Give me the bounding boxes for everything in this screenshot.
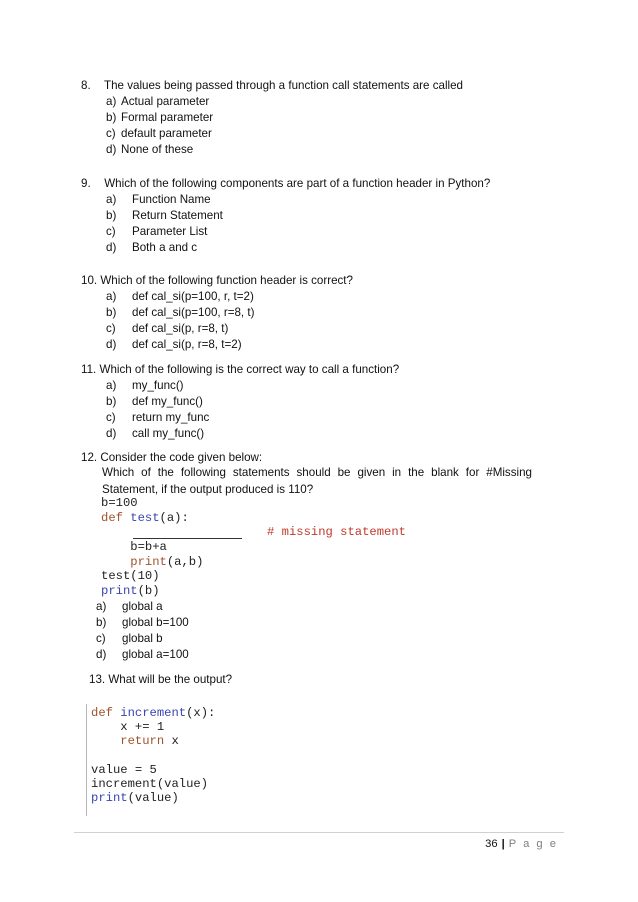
- q8-options: [106, 94, 213, 158]
- option-d: d) global a=100: [96, 648, 189, 661]
- question-12-instruction-line2: Statement, if the output produced is 110?: [102, 483, 314, 496]
- code-line: (a,b): [166, 554, 204, 569]
- option-d: d) Both a and c: [106, 241, 198, 254]
- code-line: x += 1: [91, 720, 165, 735]
- code-line: b=100: [101, 496, 138, 510]
- option-c: c) def cal_si(p, r=8, t): [106, 322, 229, 335]
- code-keyword: def: [101, 510, 123, 525]
- page-footer: [485, 838, 558, 850]
- page-label: P a g e: [508, 838, 558, 850]
- option-a: a) def cal_si(p=100, r, t=2): [106, 290, 254, 303]
- question-text: The values being passed through a function call statements are called: [104, 79, 463, 92]
- code-line: (b): [137, 583, 160, 598]
- option-a: a) my_func(): [106, 379, 184, 392]
- q10-options: [106, 289, 254, 353]
- page-number: 36: [485, 838, 498, 850]
- code-builtin: print: [130, 554, 167, 569]
- question-number: 8.: [81, 79, 91, 92]
- q9-options: [106, 192, 223, 256]
- question-text: Which of the following is the correct way to call a function?: [99, 363, 400, 376]
- question-12-instruction-line1: Which of the following statements should be given in the blank for #Missing: [102, 466, 532, 479]
- option-d: d) None of these: [106, 143, 194, 156]
- question-9: [81, 176, 490, 192]
- option-a: a) global a: [96, 600, 163, 613]
- q11-options: [106, 378, 209, 442]
- option-b: b) Return Statement: [106, 209, 223, 222]
- code-line: value = 5: [91, 762, 157, 777]
- option-c: c) return my_func: [106, 411, 210, 424]
- question-text: Which of the following function header is correct?: [100, 274, 353, 287]
- question-11: [81, 362, 399, 378]
- code-line: b=b+a: [130, 540, 167, 554]
- option-a: a) Actual parameter: [106, 95, 210, 108]
- footer-separator: |: [501, 838, 505, 850]
- code-comment: # missing statement: [267, 525, 406, 539]
- option-d: d) def cal_si(p, r=8, t=2): [106, 338, 242, 351]
- question-text: Consider the code given below:: [100, 451, 263, 464]
- missing-statement-blank: [133, 538, 242, 539]
- code-builtin: print: [101, 583, 138, 598]
- code-block-q12: [101, 496, 189, 525]
- code-line: (a):: [159, 510, 189, 525]
- code-function-name: increment: [120, 706, 187, 720]
- question-number: 9.: [81, 177, 91, 190]
- option-a: a) Function Name: [106, 193, 211, 206]
- option-c: c) Parameter List: [106, 225, 208, 238]
- option-c: c) global b: [96, 632, 163, 645]
- question-number: 11.: [81, 363, 97, 376]
- question-number: 13.: [89, 673, 106, 686]
- code-line: test(10): [101, 569, 160, 584]
- question-8: [81, 78, 463, 94]
- q12-options: [96, 599, 189, 663]
- question-13: [89, 672, 232, 688]
- question-text: What will be the output?: [108, 673, 233, 686]
- footer-divider: [74, 832, 564, 833]
- code-line: increment(value): [91, 777, 209, 792]
- option-b: b) def cal_si(p=100, r=8, t): [106, 306, 255, 319]
- question-12: [81, 450, 262, 466]
- option-b: b) Formal parameter: [106, 111, 214, 124]
- question-10: [81, 273, 353, 289]
- question-number: 12.: [81, 451, 98, 464]
- code-function-name: test: [130, 510, 160, 525]
- code-line: [101, 540, 130, 554]
- option-b: b) global b=100: [96, 616, 189, 629]
- option-d: d) call my_func(): [106, 427, 205, 440]
- code-block-q12-body: [101, 540, 203, 598]
- question-text: Which of the following components are part of a function header in Python?: [104, 177, 491, 190]
- question-number: 10.: [81, 274, 98, 287]
- code-block-q13: def increment(x): x += 1 return x value = 5 increment(value) print(value): [91, 706, 216, 806]
- code-block-border: [86, 704, 87, 816]
- code-builtin: print: [91, 791, 128, 806]
- code-keyword: def: [91, 706, 113, 720]
- option-b: b) def my_func(): [106, 395, 203, 408]
- option-c: c) default parameter: [106, 127, 212, 140]
- code-keyword: return: [120, 734, 165, 749]
